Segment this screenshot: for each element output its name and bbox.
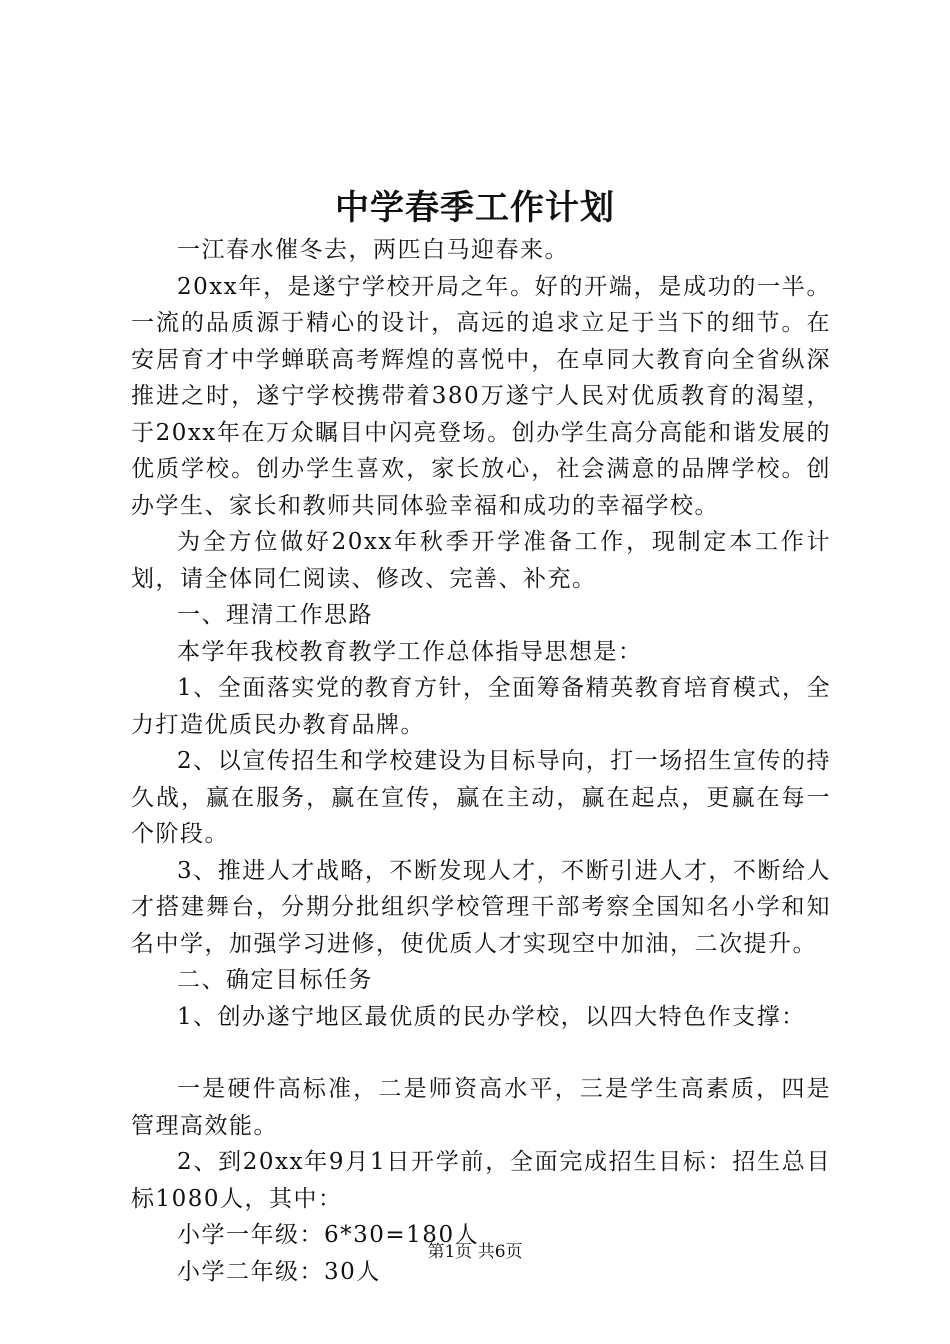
- document-body: [131, 232, 831, 1290]
- section-heading: 二、确定目标任务: [177, 967, 373, 993]
- list-item: 3、推进人才战略，不断发现人才，不断引进人才，不断给人才搭建舞台，分期分批组织学校管理干部考察全国知名小学和知名中学，加强学习进修，使优质人才实现空中加油，二次提升。: [131, 857, 831, 957]
- list-item: 2、到20xx年9月1日开学前，全面完成招生目标：招生总目标1080人，其中：: [131, 1149, 831, 1212]
- list-item: 小学一年级：6*30=180人: [177, 1222, 480, 1248]
- list-item: 1、全面落实党的教育方针，全面筹备精英教育培育模式，全力打造优质民办教育品牌。: [131, 675, 831, 738]
- paragraph: 一江春水催冬去，两匹白马迎春来。: [177, 237, 569, 263]
- list-item: 2、以宣传招生和学校建设为目标导向，打一场招生宣传的持久战，赢在服务，赢在宣传，赢在主动，赢在起点，更赢在每一个阶段。: [131, 748, 831, 847]
- list-item: 1、创办遂宁地区最优质的民办学校，以四大特色作支撑：: [177, 1003, 806, 1030]
- section-heading: 一、理清工作思路: [177, 602, 373, 628]
- list-item: 小学二年级：30人: [177, 1258, 381, 1285]
- paragraph: 一是硬件高标准，二是师资高水平，三是学生高素质，四是管理高效能。: [131, 1076, 831, 1139]
- paragraph: 本学年我校教育教学工作总体指导思想是：: [177, 638, 643, 665]
- document-title: 中学春季工作计划: [335, 188, 615, 228]
- blank-line: [131, 1035, 831, 1071]
- page-footer: 第1页 共6页: [427, 1242, 523, 1262]
- paragraph: 为全方位做好20xx年秋季开学准备工作，现制定本工作计划，请全体同仁阅读、修改、完善、补充。: [131, 529, 831, 592]
- paragraph: 20xx年，是遂宁学校开局之年。好的开端，是成功的一半。一流的品质源于精心的设计，高远的追求立足于当下的细节。在安居育才中学蝉联高考辉煌的喜悦中，在卓同大教育向全省纵深推进之时，遂宁学校携带着380万遂宁人民对优质教育的渴望，于20xx年在万众瞩目中闪亮登场。创办学生高分高能和谐发展的优质学校。创办学生喜欢，家长放心，社会满意的品牌学校。创办学生、家长和教师共同体验幸福和成功的幸福学校。: [131, 273, 831, 519]
